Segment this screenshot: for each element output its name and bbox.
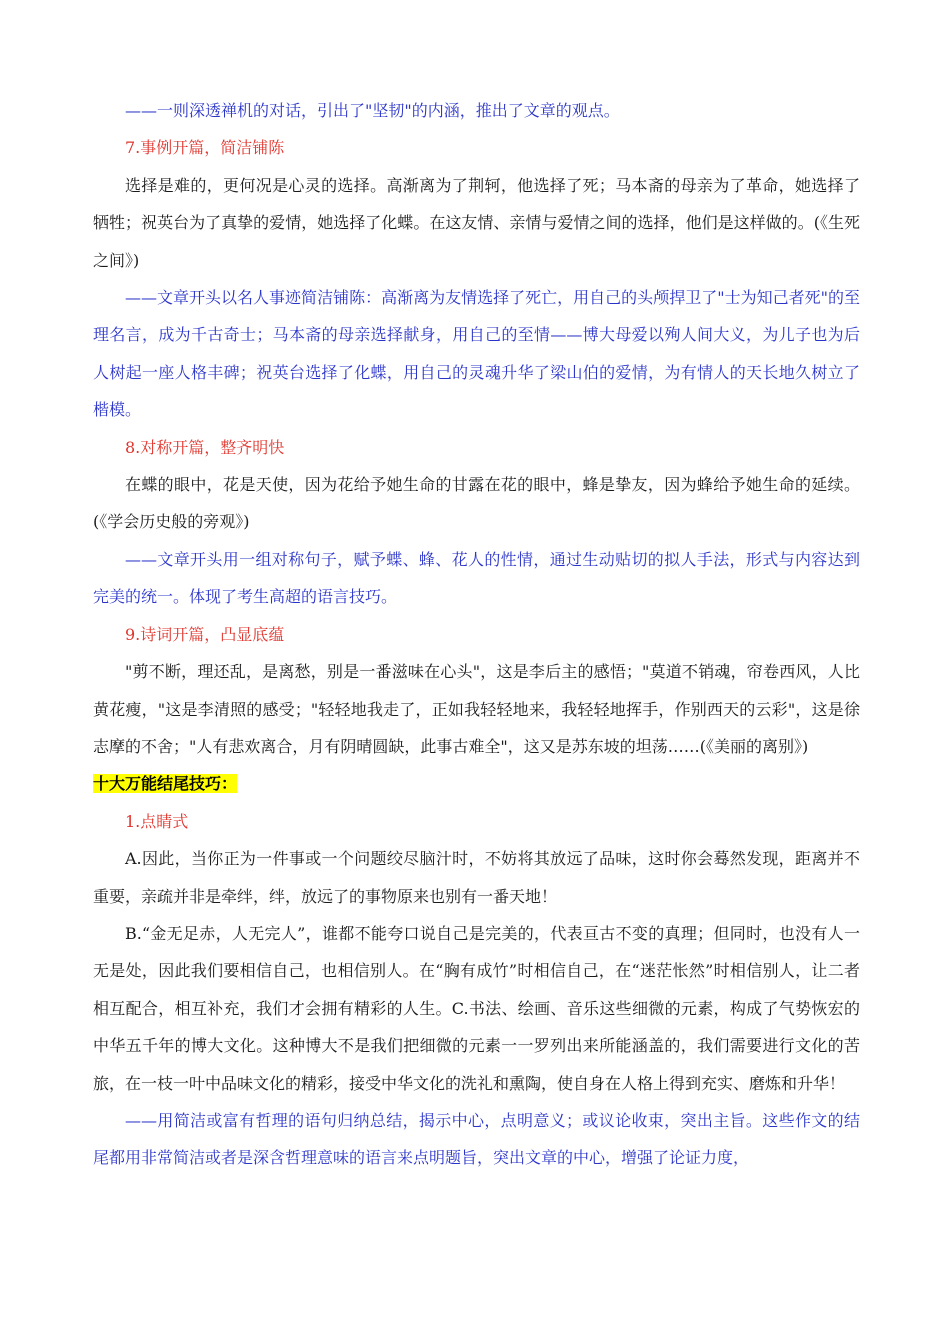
example-paragraph: 在蝶的眼中，花是天使，因为花给予她生命的甘露在花的眼中，蜂是挚友，因为蜂给予她生命的延续。(《学会历史般的旁观》) (93, 475, 860, 532)
example-paragraph: 选择是难的，更何况是心灵的选择。高渐离为了荆轲，他选择了死；马本斋的母亲为了革命，她选择了牺牲；祝英台为了真挚的爱情，她选择了化蝶。在这友情、亲情与爱情之间的选择，他们是这样做的。(《生死之间》) (93, 175, 860, 270)
example-paragraph: "剪不断，理还乱，是离愁，别是一番滋味在心头"，这是李后主的感悟；"莫道不销魂，帘卷西风，人比黄花瘦，"这是李清照的感受；"轻轻地我走了，正如我轻轻地来，我轻轻地挥手，作别西天的云彩"，这是徐志摩的不舍；"人有悲欢离合，月有阴晴圆缺，此事古难全"，这又是苏东坡的坦荡……(《美丽的离别》) (93, 662, 860, 756)
example-paragraph: B.“金无足赤，人无完人”，谁都不能夸口说自己是完美的，代表亘古不变的真理；但同时，也没有人一无是处，因此我们要相信自己，也相信别人。在“胸有成竹”时相信自己，在“迷茫怅然”时相信别人，让二者相互配合，相互补充，我们才会拥有精彩的人生。C.书法、绘画、音乐这些细微的元素，构成了气势恢宏的中华五千年的博大文化。这种博大不是我们把细微的元素一一罗列出来所能涵盖的，我们需要进行文化的苦旅，在一枝一叶中品味文化的精彩，接受中华文化的洗礼和熏陶，使自身在人格上得到充实、磨炼和升华！ (93, 923, 860, 1093)
commentary-paragraph: ——一则深透禅机的对话，引出了"坚韧"的内涵，推出了文章的观点。 (125, 101, 620, 120)
example-paragraph: A.因此，当你正为一件事或一个问题绞尽脑汁时，不妨将其放远了品味，这时你会蓦然发现，距离并不重要，亲疏并非是牵绊，绊，放远了的事物原来也别有一番天地！ (93, 849, 860, 906)
commentary-paragraph: ——用简洁或富有哲理的语句归纳总结，揭示中心，点明意义；或议论收束，突出主旨。这些作文的结尾都用非常简洁或者是深含哲理意味的语言来点明题旨，突出文章的中心，增强了论证力度， (93, 1110, 860, 1168)
document-page (93, 92, 860, 1177)
highlighted-title-line (93, 765, 860, 802)
section-heading: 7.事例开篇，简洁铺陈 (125, 138, 285, 158)
section-heading: 1.点睛式 (125, 811, 189, 831)
section-heading: 8.对称开篇，整齐明快 (125, 437, 285, 457)
section-heading: 9.诗词开篇，凸显底蕴 (125, 624, 285, 644)
commentary-paragraph: ——文章开头以名人事迹简洁铺陈：高渐离为友情选择了死亡，用自己的头颅捍卫了"士为知己者死"的至理名言，成为千古奇士；马本斋的母亲选择献身，用自己的至情——博大母爱以殉人间大义，为儿子也为后人树起一座人格丰碑；祝英台选择了化蝶，用自己的灵魂升华了梁山伯的爱情，为有情人的天长地久树立了楷模。 (93, 288, 860, 420)
commentary-paragraph: ——文章开头用一组对称句子，赋予蝶、蜂、花人的性情，通过生动贴切的拟人手法，形式与内容达到完美的统一。体现了考生高超的语言技巧。 (93, 549, 860, 607)
highlighted-title: 十大万能结尾技巧： (93, 774, 238, 794)
